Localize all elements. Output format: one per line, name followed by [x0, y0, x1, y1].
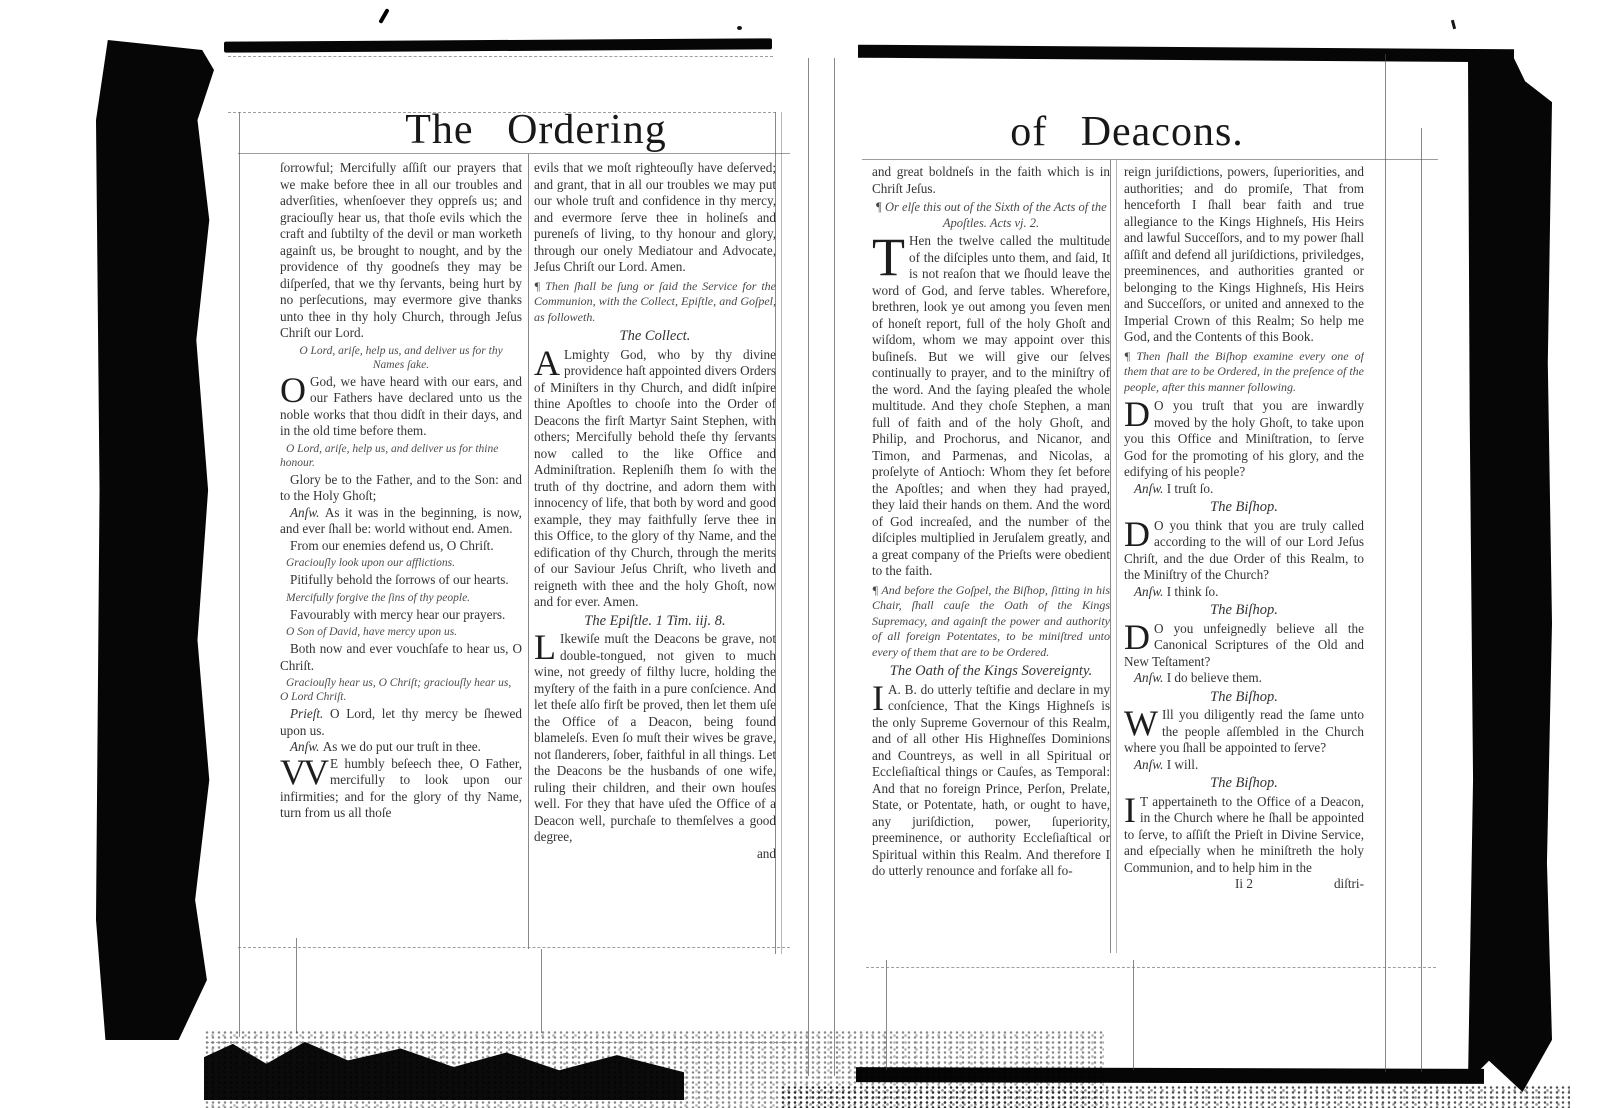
- drop-cap: T: [872, 227, 905, 287]
- scan-mark: [378, 8, 389, 24]
- paragraph-dropcap: D O you think that you are truly called according to the will of our Lord Jeſus Chriſt, and the due Order of this Realm, to the Miniſtry of the Church?: [1124, 513, 1364, 582]
- column-right-page-1: [872, 164, 1110, 969]
- paragraph: Favourably with mercy hear our prayers.: [290, 606, 506, 622]
- drop-cap: W: [1124, 703, 1158, 743]
- section-heading: The Oath of the Kings Sovereignty.: [889, 663, 1093, 679]
- running-title-left: The Ordering: [405, 107, 667, 153]
- column-left-page-2: [534, 160, 776, 960]
- frame-rule: [781, 112, 782, 954]
- catchword: and: [756, 845, 776, 861]
- paragraph: Pitifully behold the ſorrows of our hearts.: [290, 572, 509, 587]
- scan-edge-artifact: [1468, 50, 1552, 1092]
- scan-mark: [1451, 20, 1456, 29]
- frame-rule: [886, 960, 887, 1070]
- frame-rule: [206, 1042, 802, 1043]
- frame-rule: [228, 56, 773, 57]
- speaker-label: Prieſt.: [290, 706, 330, 721]
- answer-line: Prieſt. O Lord, let thy mercy be ſhewed upon us.: [280, 706, 522, 738]
- versicle-response: O Lord, ariſe, help us, and deliver us for thine honour.: [280, 442, 499, 469]
- paragraph-dropcap: W Ill you diligently read the ſame unto the people aſſembled in the Church where you ſhall be appointed to ſerve?: [1124, 703, 1364, 755]
- frame-rule: [239, 112, 240, 1037]
- column-right-page-2: [1124, 164, 1364, 974]
- catchword: diſtri-: [1333, 876, 1364, 891]
- rubric: ¶ Then ſhall be ſung or ſaid the Service for the Communion, with the Collect, Epiſtle, and Goſpel, as followeth.: [534, 278, 776, 324]
- section-heading: The Biſhop.: [1210, 602, 1278, 618]
- paragraph-dropcap: VV E humbly beſeech thee, O Father, mercifully to look upon our infirmities; and for the glory of thy Name, turn from us all thoſe: [280, 751, 522, 820]
- drop-cap: I: [1124, 789, 1136, 830]
- paragraph-dropcap: T Hen the twelve called the multitude of the diſciples unto them, and ſaid, It is not reaſon that we ſhould leave the word of God, and ſerve tables. Wherefore, brethren, look ye out among you ſeven men of honeſt report, full of the holy Ghoſt and wiſdom, whom we may appoint over this buſineſs. But we will give our ſelves continually to prayer, and to the miniſtry of the word. And the ſaying pleaſed the whole multitude. And they choſe Stephen, a man full of faith and of the holy Ghoſt, and Philip, and Prochorus, and Nicanor, and Timon, and Parmenas, and Nicolas, a proſelyte of Antioch: Whom they ſet before the Apoſtles; and when they had prayed, they laid their hands on them. And the word of God increaſed, and the number of the diſciples multiplied in Jeruſalem greatly, and a great company of the Prieſts were obedient to the faith.: [872, 227, 1110, 578]
- paragraph-dropcap: O God, we have heard with our ears, and our Fathers have declared unto us the noble works that thou didſt in their days, and in the old time before them.: [280, 369, 522, 438]
- drop-cap: D: [1124, 616, 1150, 657]
- paragraph-dropcap: D O you truſt that you are inwardly moved by the holy Ghoſt, to take upon you this Office and Miniſtration, to ſerve God for the promoting of his glory, and the edifying of his people?: [1124, 394, 1364, 479]
- answer-line: Anſw. I think ſo.: [1134, 583, 1219, 599]
- drop-cap: VV: [280, 751, 326, 792]
- column-left-page-1: [280, 160, 522, 960]
- versicle-response: O Lord, ariſe, help us, and deliver us for thy Names ſake.: [299, 344, 503, 371]
- frame-rule: [862, 159, 1438, 160]
- answer-line: Anſw. I truſt ſo.: [1134, 480, 1214, 496]
- versicle-response: Mercifully forgive the ſins of thy people.: [286, 591, 471, 604]
- paragraph-dropcap: D O you unfeignedly believe all the Canonical Scriptures of the Old and New Teſtament?: [1124, 616, 1364, 669]
- speaker-label: Anſw.: [1134, 480, 1167, 496]
- answer-line: Anſw. I do believe them.: [1134, 670, 1262, 685]
- answer-line: Anſw. As it was in the beginning, is now, and ever ſhall be: world without end. Amen.: [280, 504, 522, 536]
- section-heading: The Biſhop.: [1210, 775, 1278, 791]
- speaker-label: Anſw.: [290, 739, 323, 754]
- frame-rule: [1133, 960, 1134, 1070]
- frame-rule: [1116, 160, 1117, 953]
- section-heading: The Biſhop.: [1210, 688, 1278, 705]
- paragraph: ſorrowful; Mercifully aſſiſt our prayers that we make before thee in all our troubles and adverſities, whenſoever they oppreſs us; and graciouſly hear us, that thoſe evils which the craft and ſubtilty of the devil or man worketh againſt us, be brought to nought, and by the providence of thy goodneſs they may be diſperſed, that we thy ſervants, being hurt by no perſecutions, may evermore give thanks unto thee in thy holy Church, through Jeſus Chriſt our Lord.: [280, 160, 522, 340]
- frame-rule: [541, 949, 542, 1033]
- paragraph-dropcap: I T appertaineth to the Office of a Deacon, in the Church where he ſhall be appointed to ſerve, to aſſiſt the Prieſt in Divine Service, and eſpecially when he miniſtreth the holy Communion, and to help him in the: [1124, 789, 1364, 875]
- speaker-label: Anſw.: [1134, 583, 1167, 599]
- drop-cap: D: [1124, 513, 1150, 554]
- drop-cap: I: [872, 677, 884, 718]
- paragraph: From our enemies defend us, O Chriſt.: [290, 537, 494, 553]
- signature-line: [1124, 876, 1364, 893]
- column-divider-rule: [528, 154, 529, 949]
- signature-mark: Ii 2: [1235, 876, 1253, 891]
- column-divider-rule: [1110, 160, 1111, 953]
- drop-cap: O: [280, 369, 306, 410]
- drop-cap: L: [534, 627, 556, 667]
- paragraph: reign juriſdictions, powers, ſuperiorities, and authorities; and do promiſe, That from henceforth I ſhall bear faith and true allegiance to the Kings Highneſs, His Heirs and lawful Succeſſors, and to my power ſhall aſſiſt and defend all juriſdictions, priviledges, preeminences, and authorities granted or belonging to the Kings Highneſs, His Heirs and Succeſſors, or united and annexed to the Imperial Crown of this Realm; So help me God, and the Contents of this Book.: [1124, 164, 1364, 344]
- section-heading: The Collect.: [619, 328, 691, 344]
- paragraph: and great boldneſs in the faith which is in Chriſt Jeſus.: [872, 164, 1110, 196]
- paragraph: evils that we moſt righteouſly have deſerved; and grant, that in all our troubles we may put our whole truſt and confidence in thy mercy, and evermore ſerve thee in holineſs and pureneſs of living, to thy honour and glory, through our onely Mediatour and Advocate, Jeſus Chriſt our Lord. Amen.: [534, 160, 776, 274]
- scan-edge-artifact: [858, 45, 1514, 63]
- section-heading: The Epiſtle. 1 Tim. iij. 8.: [584, 612, 726, 629]
- paragraph-dropcap: L Ikewiſe muſt the Deacons be grave, not double-tongued, not given to much wine, not greedy of filthy lucre, holding the myſtery of the faith in a pure conſcience. And let theſe alſo firſt be proved, then let them uſe the Office of a Deacon, being found blameleſs. Even ſo muſt their wives be grave, not ſlanderers, ſober, faithful in all things. Let the Deacons be the husbands of one wife, ruling their children, and their own houſes well. For they that have uſed the Office of a Deacon well, purchaſe to themſelves a good degree,: [534, 627, 776, 844]
- drop-cap: A: [534, 342, 560, 383]
- running-title-right: of Deacons.: [1010, 109, 1244, 155]
- speaker-label: Anſw.: [1134, 670, 1167, 685]
- rubric: ¶ Then ſhall the Biſhop examine every one of them that are to be Ordered, in the preſence of the people, after this manner following.: [1124, 348, 1364, 394]
- paragraph-dropcap: A Lmighty God, who by thy divine providence haſt appointed divers Orders of Miniſters in thy Church, and didſt inſpire thine Apoſtles to chooſe into the Order of Deacons the firſt Martyr Saint Stephen, with others; Mercifully behold theſe thy ſervants now called to the like Office and Adminiſtration. Repleniſh them ſo with the truth of thy doctrine, and adorn them with innocency of life, that both by word and good example, they may faithfully ſerve thee in this Office, to the glory of thy Name, and the edification of thy Church, through the merits of our Saviour Jeſus Chriſt, who liveth and reigneth with thee and the holy Ghoſt, now and for ever. Amen.: [534, 342, 776, 609]
- frame-rule: [1421, 128, 1422, 1072]
- scan-mark: [737, 26, 742, 30]
- answer-line: Anſw. As we do put our truſt in thee.: [290, 739, 481, 754]
- rubric: ¶ And before the Goſpel, the Biſhop, ſitting in his Chair, ſhall cauſe the Oath of the Kings Supremacy, and againſt the power and authority of all foreign Potentates, to be miniſtred unto every of them that are to be Ordered.: [872, 582, 1110, 659]
- scan-edge-artifact: [224, 38, 772, 52]
- scan-noise: [780, 1085, 1570, 1108]
- versicle-response: O Son of David, have mercy upon us.: [286, 626, 458, 638]
- gutter-rule: [834, 58, 835, 1076]
- paragraph-dropcap: I A. B. do utterly teſtifie and declare in my conſcience, That the Kings Highneſs is the only Supreme Governour of this Realm, and of all other His Highneſſes Dominions and Countreys, as well in all Spiritual or Eccleſiaſtical things or Cauſes, as Temporal: And that no foreign Prince, Perſon, Prelate, State, or Potentate, hath, or ought to have, any juriſdiction, power, ſuperiority, preeminence, or authority Eccleſiaſtical or Spiritual within this Realm. And therefore I do utterly renounce and forſake all fo-: [872, 677, 1110, 878]
- speaker-label: Anſw.: [1134, 756, 1167, 772]
- paragraph: Glory be to the Father, and to the Son: and to the Holy Ghoſt;: [280, 471, 522, 503]
- scan-edge-artifact: [96, 40, 214, 1040]
- versicle-response: Graciouſly look upon our afflictions.: [286, 557, 455, 569]
- drop-cap: D: [1124, 394, 1150, 434]
- frame-rule: [1385, 54, 1386, 1072]
- versicle-response: Graciouſly hear us, O Chriſt; graciouſly hear us, O Lord Chriſt.: [280, 677, 512, 703]
- gutter-rule: [808, 58, 809, 1076]
- answer-line: Anſw. I will.: [1134, 756, 1199, 772]
- paragraph: Both now and ever vouchſafe to hear us, O Chriſt.: [280, 641, 522, 673]
- rubric: ¶ Or elſe this out of the Sixth of the Acts of the Apoſtles. Acts vj. 2.: [875, 200, 1107, 230]
- section-heading: The Biſhop.: [1210, 499, 1278, 515]
- speaker-label: Anſw.: [290, 504, 325, 520]
